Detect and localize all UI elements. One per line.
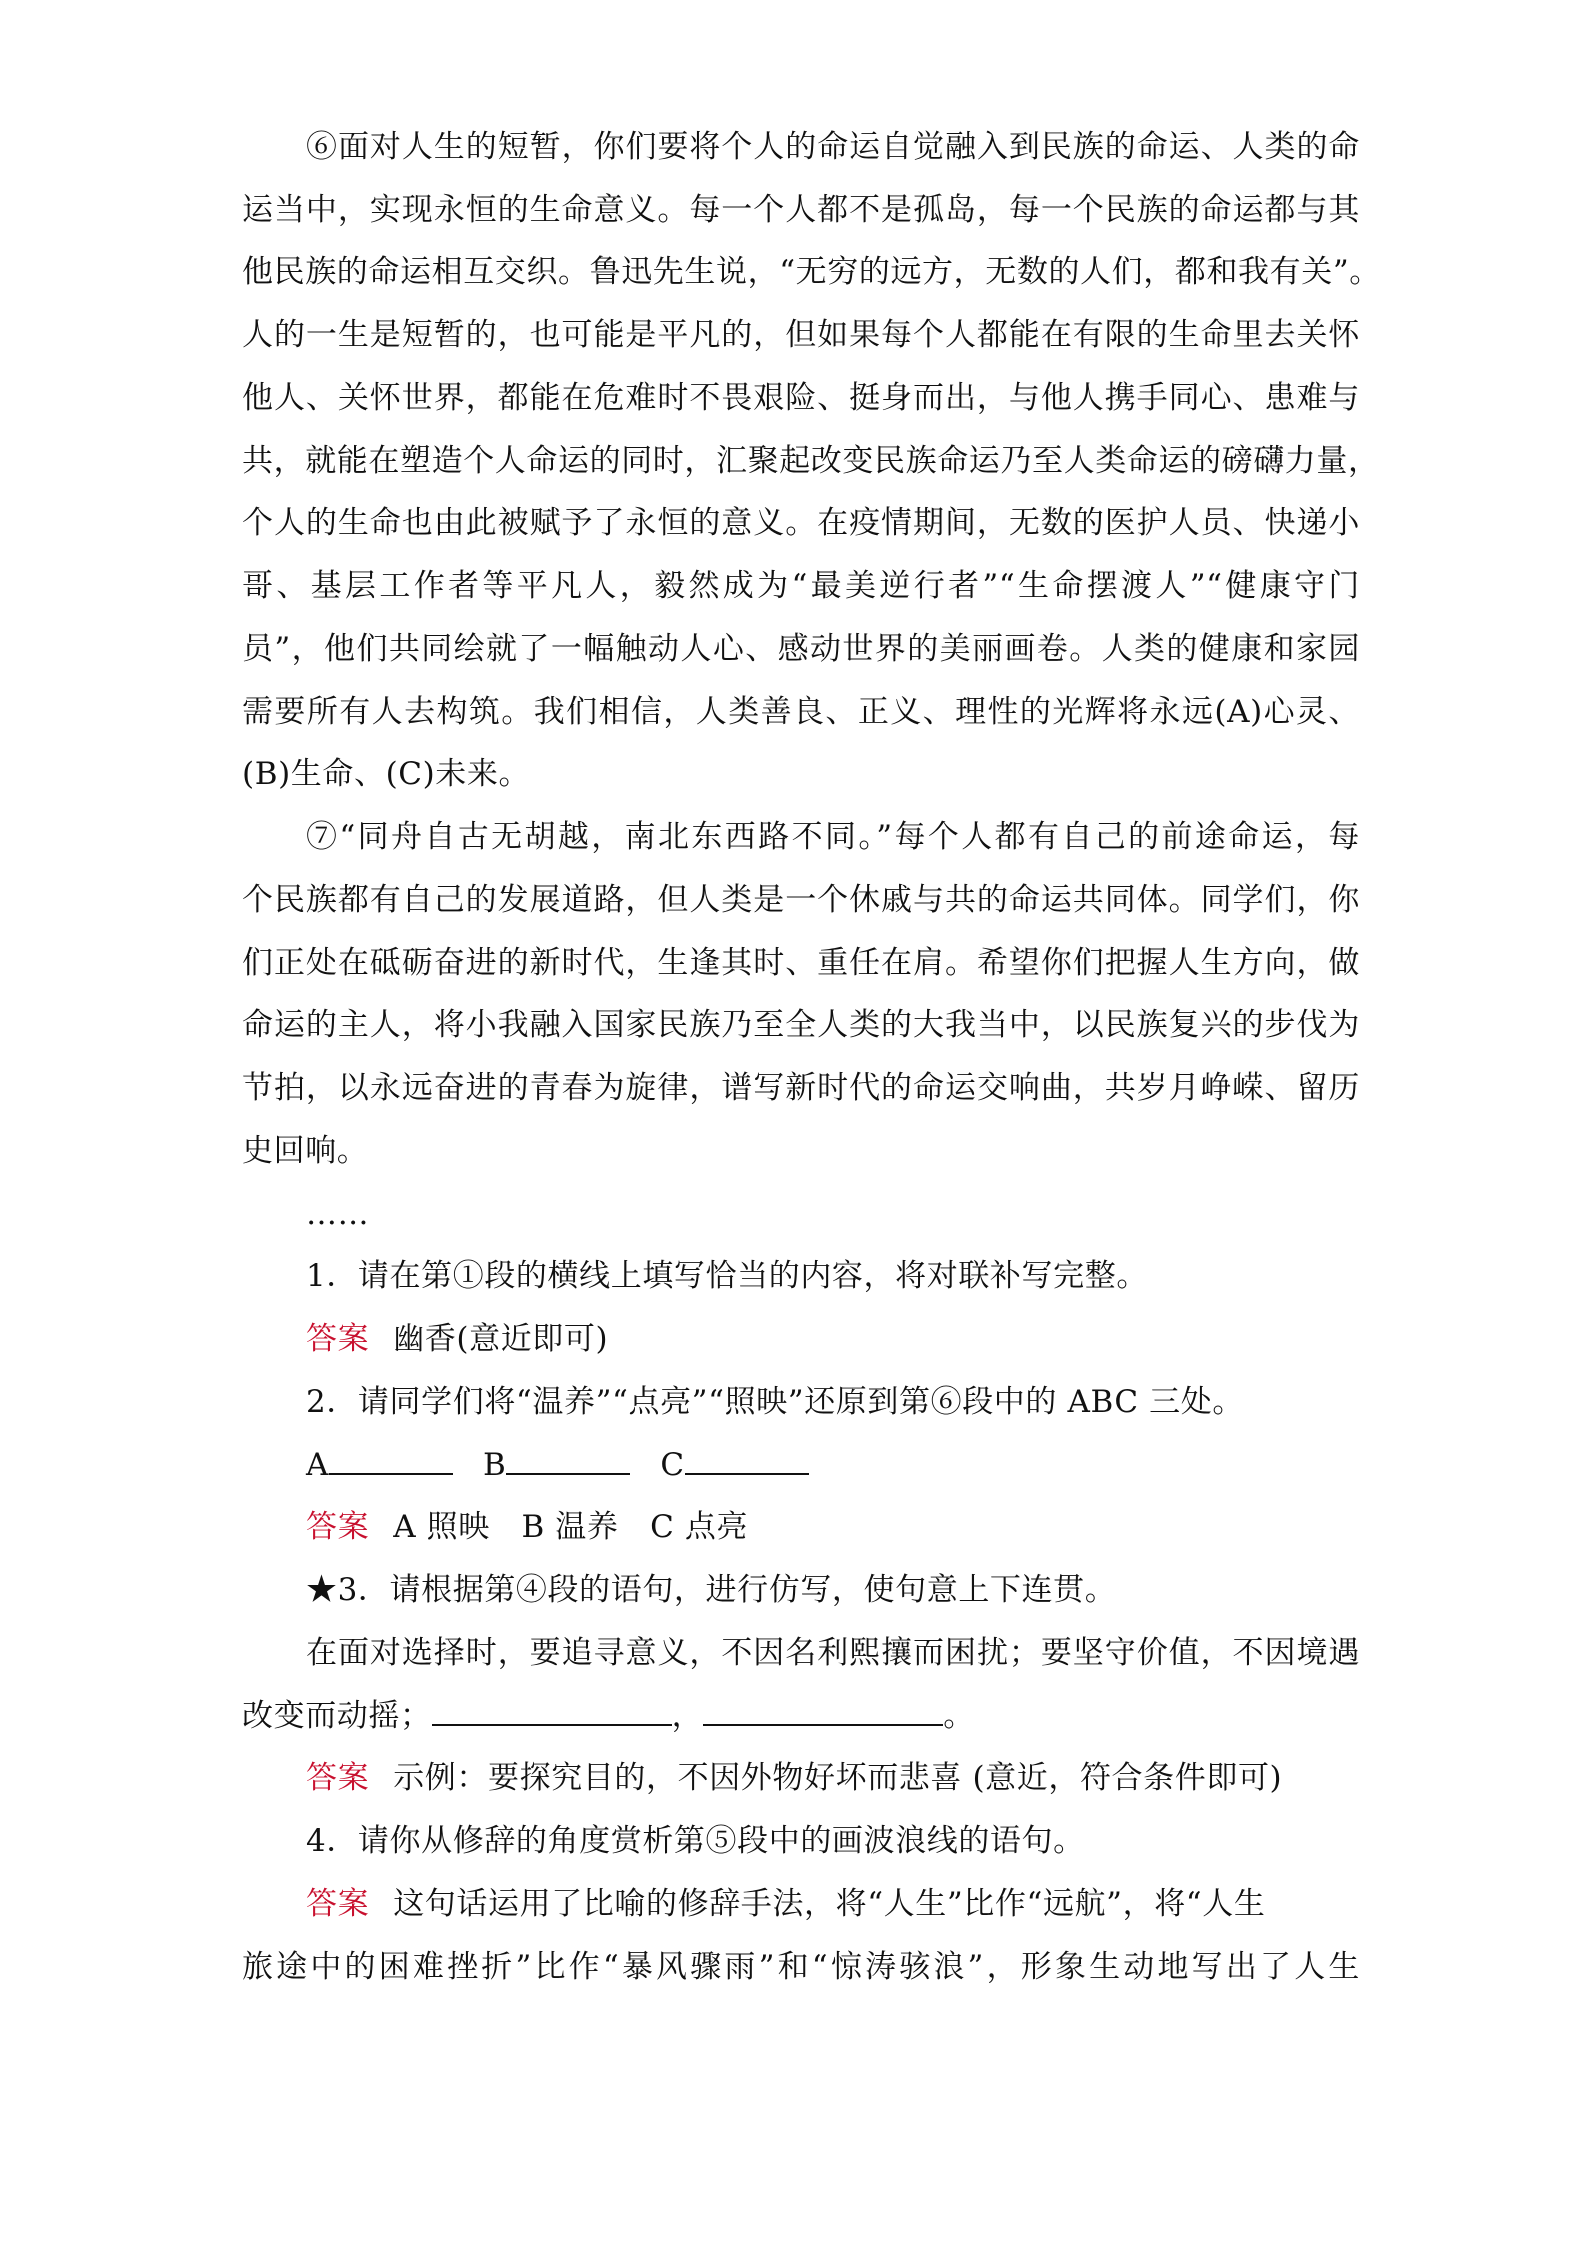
paragraph-7-line: 史回响。 [242, 1133, 369, 1169]
paragraph-6-line: (B)生命、(C)未来。 [242, 756, 531, 792]
answer-4 [306, 1873, 1360, 1935]
ellipsis: …… [306, 1196, 370, 1232]
answer-label: 答案 [306, 1760, 370, 1796]
blank-b-line[interactable] [506, 1445, 630, 1475]
answer-2-text: A 照映 B 温养 C 点亮 [393, 1509, 749, 1545]
question-3-prompt-continued [242, 1685, 1360, 1747]
answer-label: 答案 [306, 1509, 370, 1545]
answer-label: 答案 [306, 1886, 370, 1922]
answer-4-text-line-1: 这句话运用了比喻的修辞手法，将“人生”比作“远航”，将“人生 [393, 1886, 1266, 1922]
paragraph-7-line: 命运的主人，将小我融入国家民族乃至全人类的大我当中，以民族复兴的步伐为 [242, 1007, 1360, 1043]
paragraph-6-line: 个人的生命也由此被赋予了永恒的意义。在疫情期间，无数的医护人员、快递小 [242, 505, 1360, 541]
period: 。 [943, 1698, 975, 1734]
paragraph-7-line: 们正处在砥砺奋进的新时代，生逢其时、重任在肩。希望你们把握人生方向，做 [242, 945, 1360, 981]
paragraph-6-line: 他人、关怀世界，都能在危难时不畏艰险、挺身而出，与他人携手同心、患难与 [242, 380, 1360, 416]
paragraph-7-line: 节拍，以永远奋进的青春为旋律，谱写新时代的命运交响曲，共岁月峥嵘、留历 [242, 1070, 1360, 1106]
answer-4-text-line-2: 旅途中的困难挫折”比作“暴风骤雨”和“惊涛骇浪”，形象生动地写出了人生 [242, 1949, 1360, 1985]
paragraph-6-line: ⑥面对人生的短暂，你们要将个人的命运自觉融入到民族的命运、人类的命 [306, 129, 1360, 165]
blank-c-label: C [660, 1447, 685, 1483]
blank-c-line[interactable] [685, 1445, 809, 1475]
answer-1 [306, 1308, 1360, 1370]
paragraph-6-line: 哥、基层工作者等平凡人，毅然成为“最美逆行者”“生命摆渡人”“健康守门 [242, 568, 1360, 604]
paragraph-6-line: 需要所有人去构筑。我们相信，人类善良、正义、理性的光辉将永远(A)心灵、 [242, 694, 1360, 730]
answer-3 [306, 1747, 1360, 1809]
paragraph-7-line: ⑦“同舟自古无胡越，南北东西路不同。”每个人都有自己的前途命运，每 [306, 819, 1360, 855]
blank-a-label: A [306, 1447, 329, 1483]
paragraph-7-line: 个民族都有自己的发展道路，但人类是一个休戚与共的命运共同体。同学们，你 [242, 882, 1360, 918]
question-1: 1．请在第①段的横线上填写恰当的内容，将对联补写完整。 [306, 1258, 1148, 1294]
paragraph-6-line: 共，就能在塑造个人命运的同时，汇聚起改变民族命运乃至人类命运的磅礴力量， [242, 443, 1380, 479]
question-2-blanks [306, 1434, 1360, 1496]
imitation-blank-2[interactable] [703, 1696, 943, 1726]
paragraph-6-line: 运当中，实现永恒的生命意义。每一个人都不是孤岛，每一个民族的命运都与其 [242, 192, 1360, 228]
answer-2 [306, 1496, 1360, 1558]
comma: ， [671, 1698, 704, 1734]
question-4: 4．请你从修辞的角度赏析第⑤段中的画波浪线的语句。 [306, 1823, 1085, 1859]
prompt-line-2-start: 改变而动摇； [242, 1698, 432, 1734]
answer-3-text: 示例：要探究目的，不因外物好坏而悲喜 (意近，符合条件即可) [393, 1760, 1283, 1796]
imitation-blank-1[interactable] [432, 1696, 672, 1726]
blank-b-label: B [483, 1447, 507, 1483]
paragraph-6-line: 他民族的命运相互交织。鲁迅先生说，“无穷的远方，无数的人们，都和我有关”。 [242, 254, 1381, 290]
question-3: ★3．请根据第④段的语句，进行仿写，使句意上下连贯。 [306, 1572, 1117, 1608]
answer-label: 答案 [306, 1321, 370, 1357]
paragraph-6-line: 员”，他们共同绘就了一幅触动人心、感动世界的美丽画卷。人类的健康和家园 [242, 631, 1360, 667]
question-3-prompt: 在面对选择时，要追寻意义，不因名利熙攘而困扰；要坚守价值，不因境遇 [306, 1635, 1360, 1671]
paragraph-6-line: 人的一生是短暂的，也可能是平凡的，但如果每个人都能在有限的生命里去关怀 [242, 317, 1360, 353]
blank-a-line[interactable] [329, 1445, 453, 1475]
answer-1-text: 幽香(意近即可) [393, 1321, 609, 1357]
question-2: 2．请同学们将“温养”“点亮”“照映”还原到第⑥段中的 ABC 三处。 [306, 1384, 1244, 1420]
